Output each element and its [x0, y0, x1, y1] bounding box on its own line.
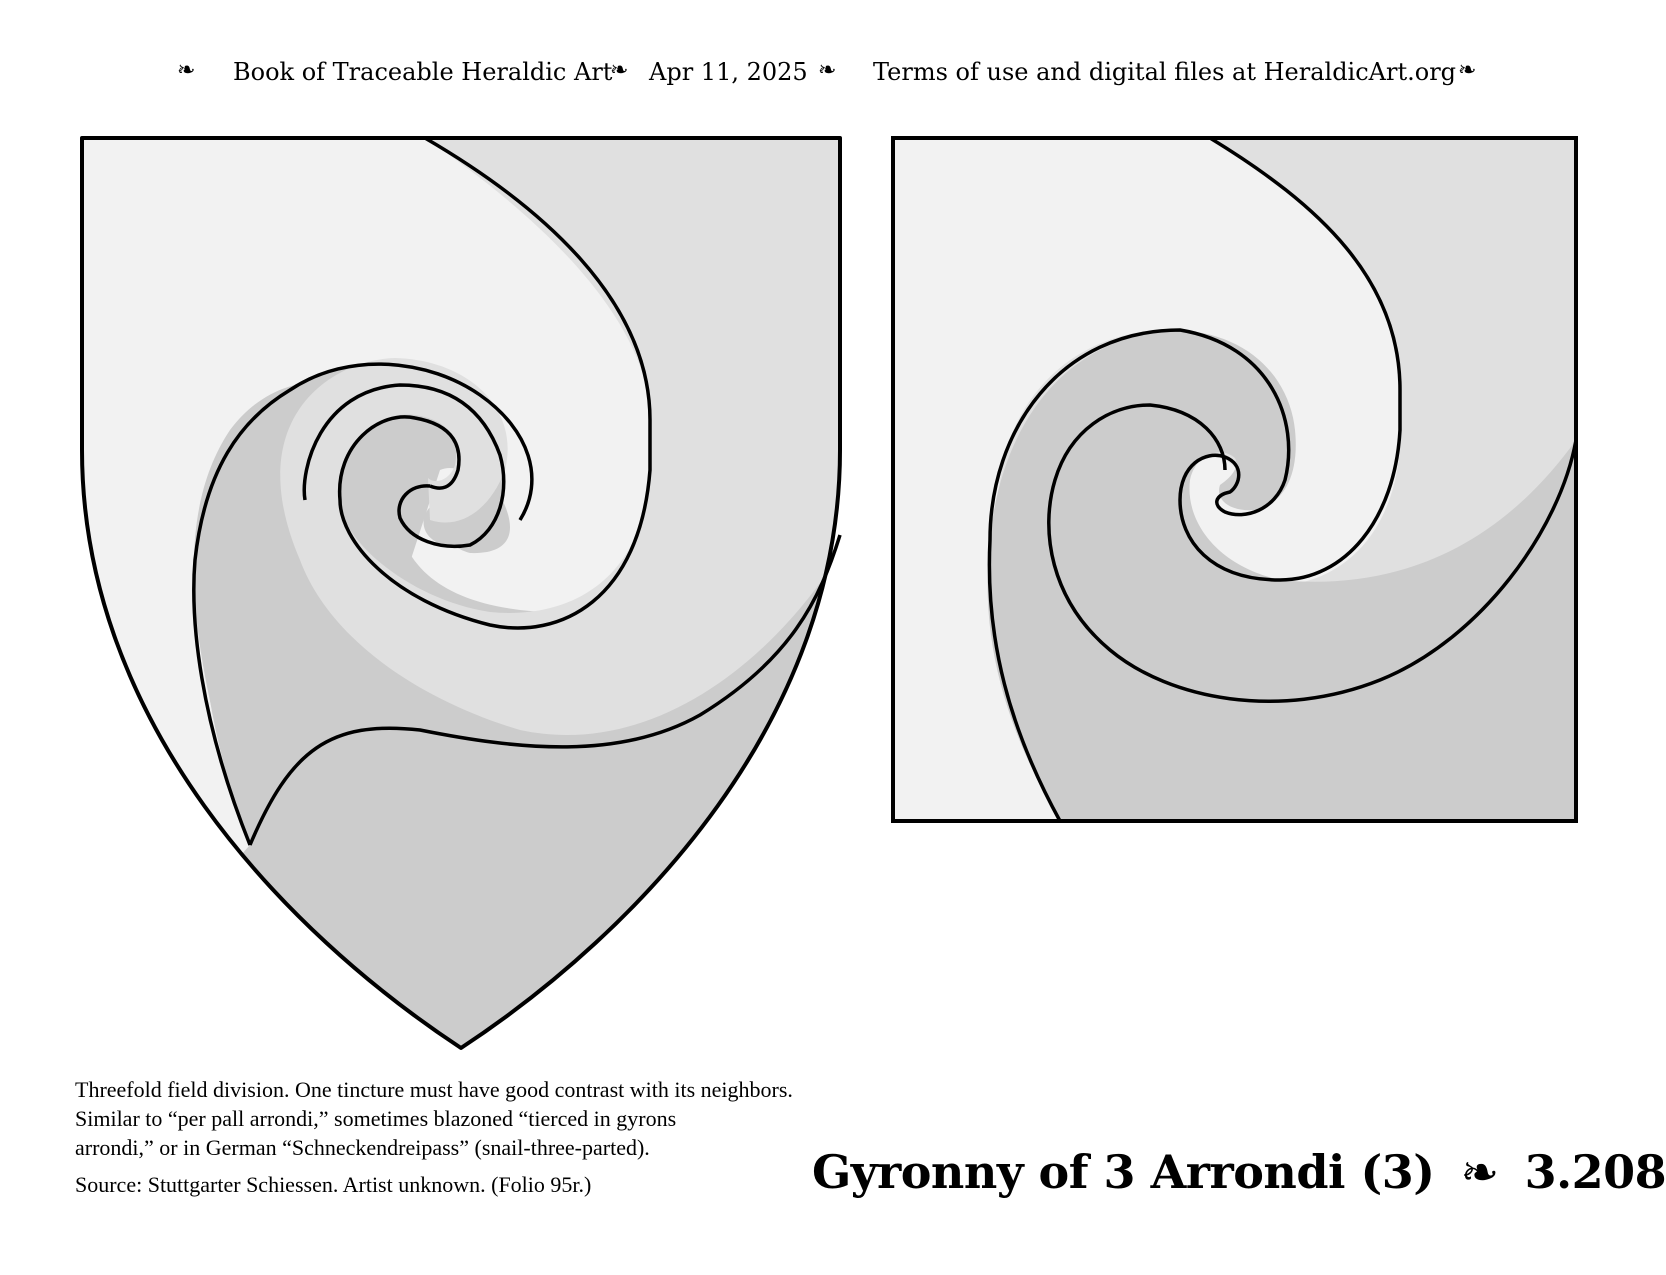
shield-figure: [60, 130, 860, 1060]
header-ornament: ❧: [818, 58, 837, 83]
source-line: Source: Stuttgarter Schiessen. Artist unknown. (Folio 95r.): [75, 1172, 592, 1197]
header-ornament: ❧: [177, 58, 196, 83]
header-date: Apr 11, 2025: [649, 58, 808, 86]
description-line: Threefold field division. One tincture must have good contrast with its neighbors.: [75, 1077, 793, 1102]
plate-title: [812, 1145, 1666, 1199]
header-terms: Terms of use and digital files at HeraldicArt.org: [873, 58, 1457, 86]
header-book-title: Book of Traceable Heraldic Art: [233, 58, 613, 86]
header-ornament: ❧: [1458, 58, 1477, 83]
title-name: Gyronny of 3 Arrondi (3): [812, 1145, 1435, 1199]
description-line: Similar to “per pall arrondi,” sometimes blazoned “tierced in gyrons: [75, 1106, 677, 1131]
title-number: 3.208: [1524, 1145, 1666, 1199]
title-ornament: ❧: [1460, 1145, 1499, 1199]
header-ornament: ❧: [610, 58, 629, 83]
description-line: arrondi,” or in German “Schneckendreipass” (snail-three-parted).: [75, 1135, 650, 1160]
square-figure: [890, 135, 1580, 825]
